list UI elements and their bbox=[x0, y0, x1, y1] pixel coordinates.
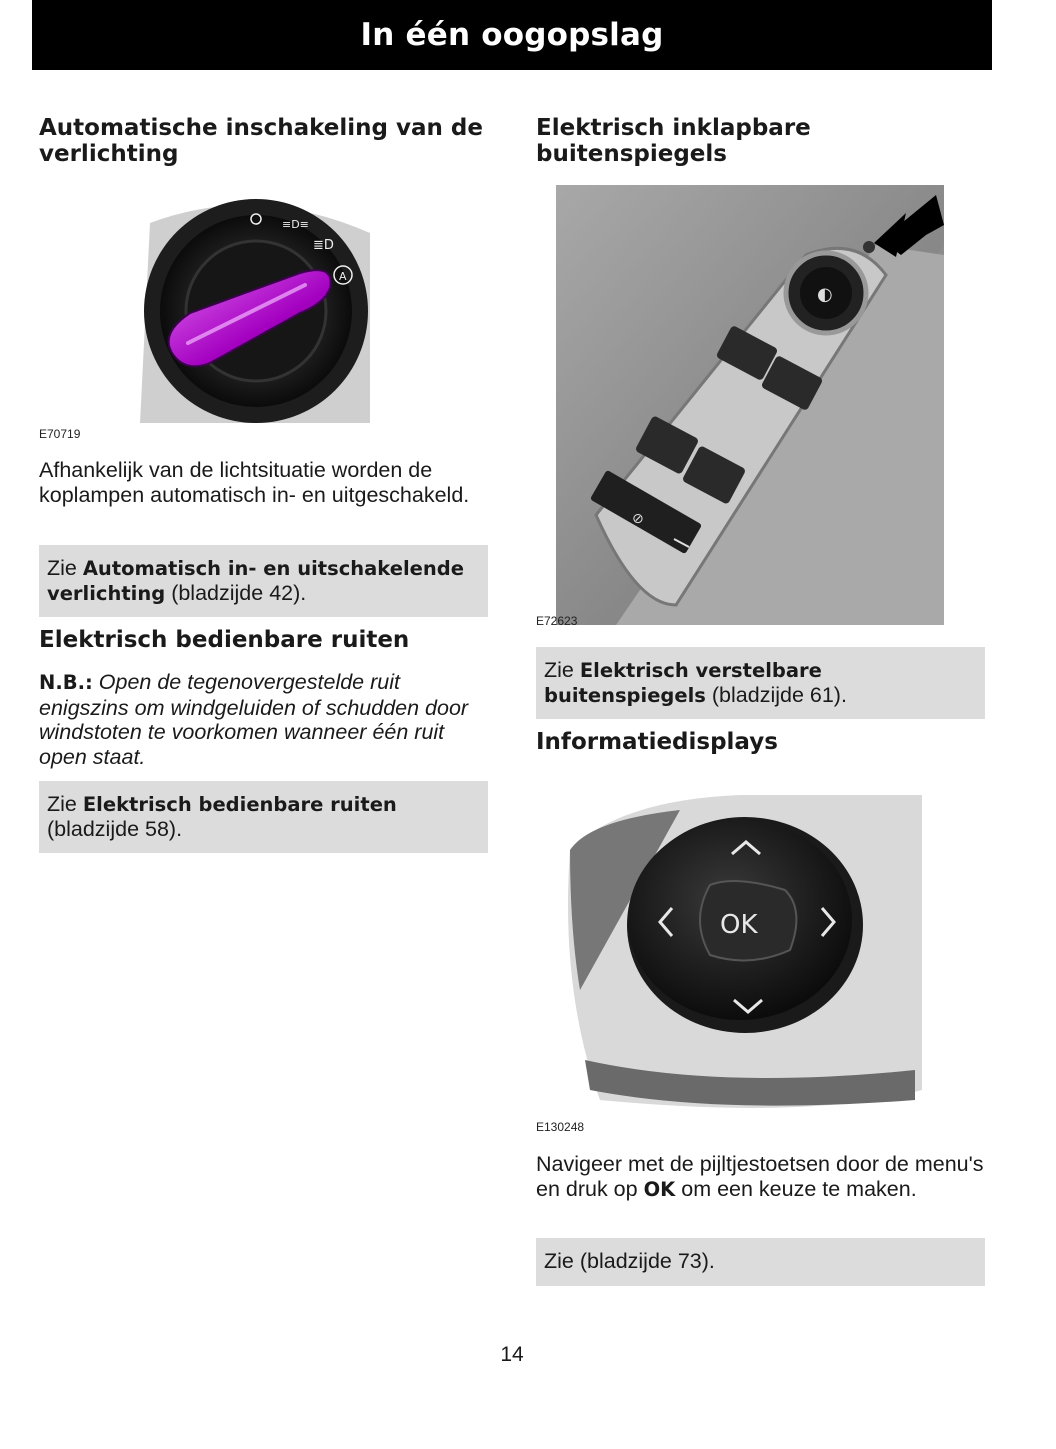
svg-text:≣D: ≣D bbox=[313, 238, 334, 253]
figure-code-lighting: E70719 bbox=[39, 427, 81, 441]
ref-link[interactable]: Automatisch in- en uitschakelende verlichting bbox=[47, 557, 464, 605]
chapter-header bbox=[32, 0, 992, 70]
ref-prefix: Zie bbox=[47, 792, 83, 816]
lighting-heading: Automatische inschakeling van de verlichting bbox=[39, 115, 483, 167]
ok-button-label: OK bbox=[720, 910, 758, 940]
ref-suffix: (bladzijde 61). bbox=[705, 683, 847, 707]
windows-note bbox=[39, 670, 494, 769]
displays-ref-box bbox=[536, 1238, 985, 1286]
figure-code-displays: E130248 bbox=[536, 1120, 585, 1134]
steering-controls-illustration bbox=[560, 790, 922, 1120]
body-text: om een keuze te maken. bbox=[675, 1176, 917, 1201]
ref-prefix: Zie bbox=[544, 658, 580, 682]
note-text: Open de tegenovergestelde ruit enigszins om windgeluiden of schudden door windstoten te voorkomen wanneer één ruit open staat. bbox=[39, 670, 469, 769]
ref-suffix: (bladzijde 58). bbox=[47, 817, 183, 841]
figure-code-mirrors: E72623 bbox=[536, 614, 578, 628]
lighting-body: Afhankelijk van de lichtsituatie worden de koplampen automatisch in- en uitgeschakeld. bbox=[39, 458, 470, 507]
ref-suffix: (bladzijde 73). bbox=[579, 1249, 715, 1273]
ref-prefix: Zie bbox=[544, 1249, 580, 1273]
light-switch-illustration bbox=[130, 193, 382, 429]
displays-heading: Informatiedisplays bbox=[536, 729, 778, 755]
ref-suffix: (bladzijde 42). bbox=[165, 581, 307, 605]
mirrors-ref-box bbox=[536, 647, 985, 719]
mirror-switch-illustration bbox=[556, 185, 944, 625]
ref-link[interactable]: Elektrisch verstelbare buitenspiegels bbox=[544, 659, 822, 707]
windows-ref-box bbox=[39, 781, 488, 853]
svg-text:≡D≡: ≡D≡ bbox=[282, 218, 309, 231]
ref-link[interactable]: Elektrisch bedienbare ruiten bbox=[82, 793, 397, 816]
mirrors-heading: Elektrisch inklapbare buitenspiegels bbox=[536, 115, 811, 167]
ref-prefix: Zie bbox=[47, 556, 83, 580]
svg-text:⊘: ⊘ bbox=[632, 511, 644, 527]
page-number: 14 bbox=[500, 1343, 524, 1366]
lighting-ref-box bbox=[39, 545, 488, 617]
svg-text:A: A bbox=[339, 270, 347, 283]
chapter-title: In één oogopslag bbox=[360, 17, 664, 53]
body-text: Navigeer met de pijltjestoetsen door de menu's en druk op bbox=[536, 1152, 984, 1201]
body-bold: OK bbox=[643, 1177, 676, 1201]
displays-body bbox=[536, 1152, 986, 1202]
svg-text:◐: ◐ bbox=[817, 284, 833, 305]
note-label: N.B.: bbox=[39, 671, 93, 694]
windows-heading: Elektrisch bedienbare ruiten bbox=[39, 627, 410, 653]
